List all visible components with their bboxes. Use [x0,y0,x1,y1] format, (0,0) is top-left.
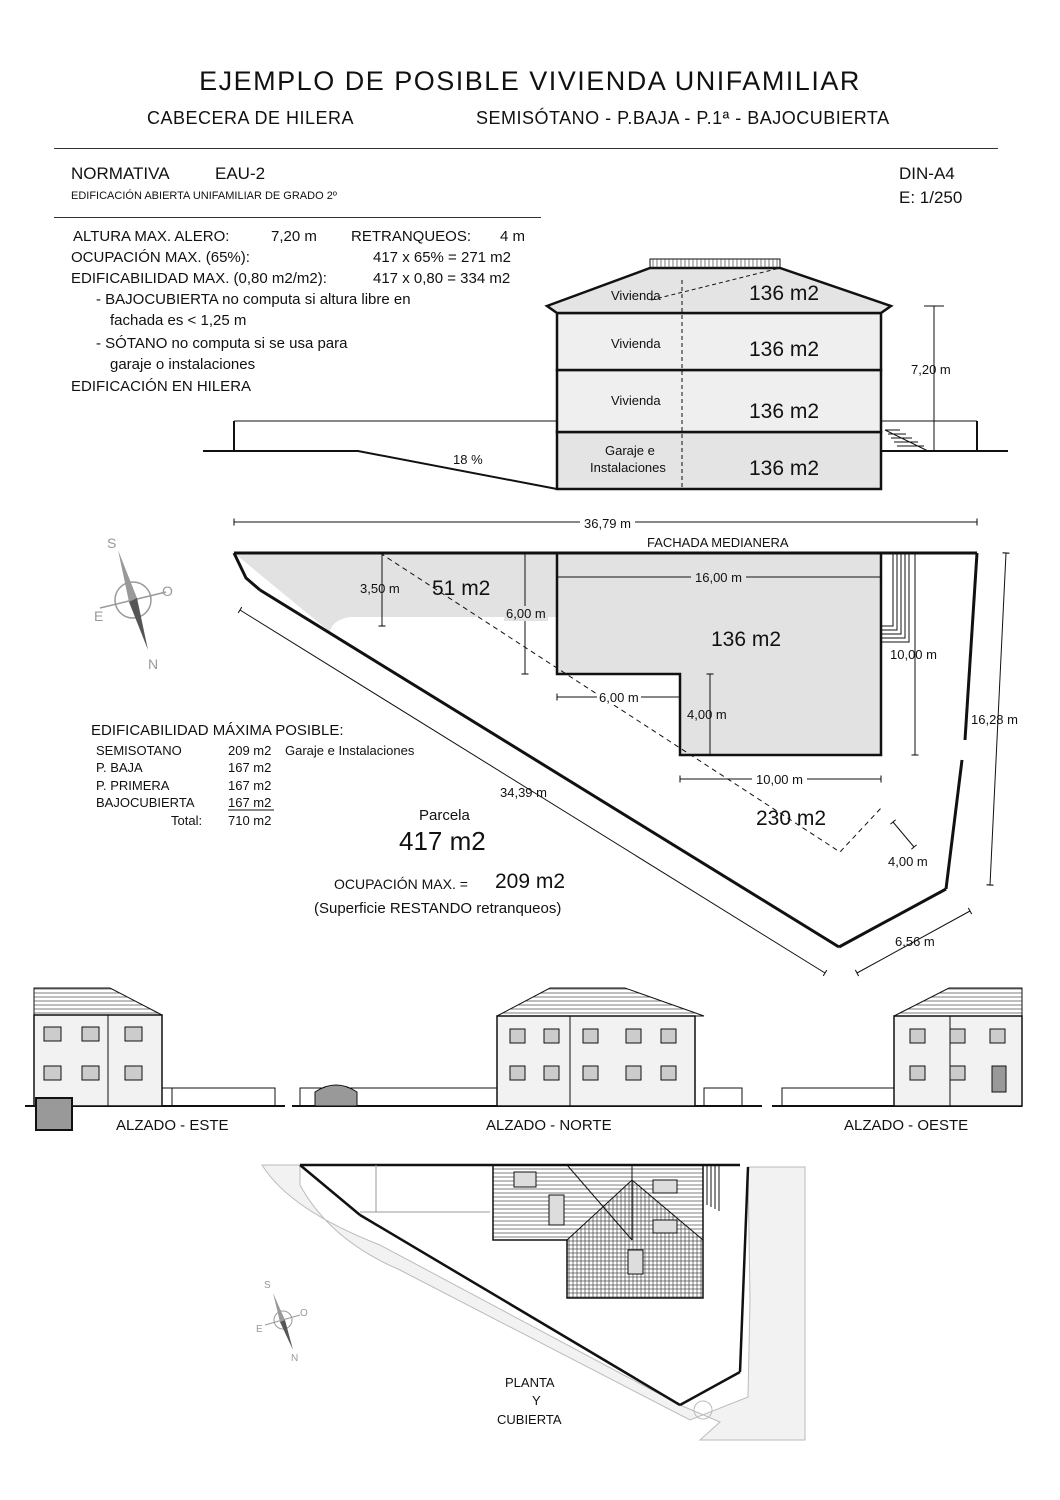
edif-row-note-1: Garaje e Instalaciones [285,743,415,758]
dim-4-00-vertical: 4,00 m [687,707,727,722]
normativa-label: NORMATIVA [71,164,170,183]
area-51: 51 m2 [432,577,491,600]
retranqueos-label: RETRANQUEOS: [351,228,472,245]
normativa-description: EDIFICACIÓN ABIERTA UNIFAMILIAR DE GRADO 2º [71,190,337,202]
paper-size: DIN-A4 [899,164,955,183]
edif-row-value-2: 167 m2 [228,760,272,775]
label-alzado-oeste: ALZADO - OESTE [844,1117,969,1134]
dim-6-56: 6,56 m [895,934,935,949]
subtitle-right: SEMISÓTANO - P.BAJA - P.1ª - BAJOCUBIERTA [476,108,890,128]
edif-row-name-3: P. PRIMERA [96,778,170,793]
parcela-area: 417 m2 [399,826,486,856]
edificabilidad-label: EDIFICABILIDAD MAX. (0,80 m2/m2): [71,270,327,287]
note-bajocubierta-2: fachada es < 1,25 m [110,312,247,329]
dim-16: 16,00 m [691,570,746,585]
scale: E: 1/250 [899,188,963,207]
ocupacion-value: 417 x 65% = 271 m2 [373,249,512,266]
dim-6-00-horizontal: 6,00 m [599,690,639,705]
label-alzado-norte: ALZADO - NORTE [486,1117,612,1134]
dim-10-00-horizontal: 10,00 m [752,772,807,787]
subtitle-left: CABECERA DE HILERA [147,108,355,128]
compass-n: N [148,656,159,672]
edif-total-label: Total: [171,813,203,828]
floor-label-1: Vivienda [611,288,661,303]
ocupacion-note: (Superficie RESTANDO retranqueos) [314,900,562,917]
compass-s: S [107,535,117,551]
dim-3-50: 3,50 m [360,581,400,596]
edif-total-value: 710 m2 [228,813,272,828]
compass-small-o: O [300,1308,308,1319]
edif-row-value-3: 167 m2 [228,778,272,793]
page-title: EJEMPLO DE POSIBLE VIVIENDA UNIFAMILIAR [199,66,861,96]
planta-label-2: Y [532,1393,541,1408]
ocupacion-max-value: 209 m2 [495,870,566,893]
edif-row-name-2: P. BAJA [96,760,143,775]
note-sotano: - SÓTANO no computa si se usa para [96,335,348,352]
slope-label: 18 % [453,452,483,467]
dim-34-39: 34,39 m [500,785,547,800]
edificabilidad-title: EDIFICABILIDAD MÁXIMA POSIBLE: [91,722,344,739]
parcela-label: Parcela [419,807,470,824]
planta-label-3: CUBIERTA [497,1412,562,1427]
note-hilera: EDIFICACIÓN EN HILERA [71,378,252,395]
label-alzado-este: ALZADO - ESTE [116,1117,229,1134]
edif-row-name-4: BAJOCUBIERTA [96,795,195,810]
area-136: 136 m2 [711,628,782,651]
dim-10-00-vertical: 10,00 m [890,647,937,662]
compass-small-s: S [264,1280,271,1291]
edif-row-name-1: SEMISOTANO [96,743,182,758]
floor-label-3: Vivienda [611,393,661,408]
note-sotano-2: garaje o instalaciones [110,356,256,373]
ocupacion-max-label: OCUPACIÓN MAX. = [334,876,468,892]
compass-small-e: E [256,1324,263,1335]
compass-small-n: N [291,1353,299,1364]
floor-label-4: Garaje e [605,443,655,458]
elevation-oeste-drawing [772,988,1022,1106]
elevation-este-drawing [25,988,285,1130]
dim-4-00-setback: 4,00 m [888,854,928,869]
edificabilidad-value: 417 x 0,80 = 334 m2 [373,270,511,287]
note-bajocubierta: - BAJOCUBIERTA no computa si altura libre en [96,291,411,308]
floor-area-4: 136 m2 [749,457,820,480]
elevation-norte-drawing [292,988,762,1106]
floor-label-2: Vivienda [611,336,661,351]
fachada-medianera: FACHADA MEDIANERA [647,535,789,550]
floor-area-1: 136 m2 [749,282,820,305]
height-dim: 7,20 m [911,362,951,377]
compass-small-icon [265,1293,300,1350]
dim-total-width: 36,79 m [580,516,635,531]
floor-label-4b: Instalaciones [590,460,666,475]
normativa-code: EAU-2 [215,164,266,183]
retranqueos-value: 4 m [500,228,526,245]
dim-16-28: 16,28 m [971,712,1018,727]
compass-o: O [162,583,173,599]
ocupacion-label: OCUPACIÓN MAX. (65%): [71,249,250,266]
floor-area-2: 136 m2 [749,338,820,361]
compass-icon [100,550,166,650]
dim-6-00-vertical: 6,00 m [506,606,546,621]
floor-area-3: 136 m2 [749,400,820,423]
compass-e: E [94,608,104,624]
area-230: 230 m2 [756,807,827,830]
altura-label: ALTURA MAX. ALERO: [73,228,230,245]
planta-label-1: PLANTA [505,1375,555,1390]
edif-row-value-1: 209 m2 [228,743,272,758]
altura-value: 7,20 m [271,228,317,245]
edif-row-value-4: 167 m2 [228,795,272,810]
